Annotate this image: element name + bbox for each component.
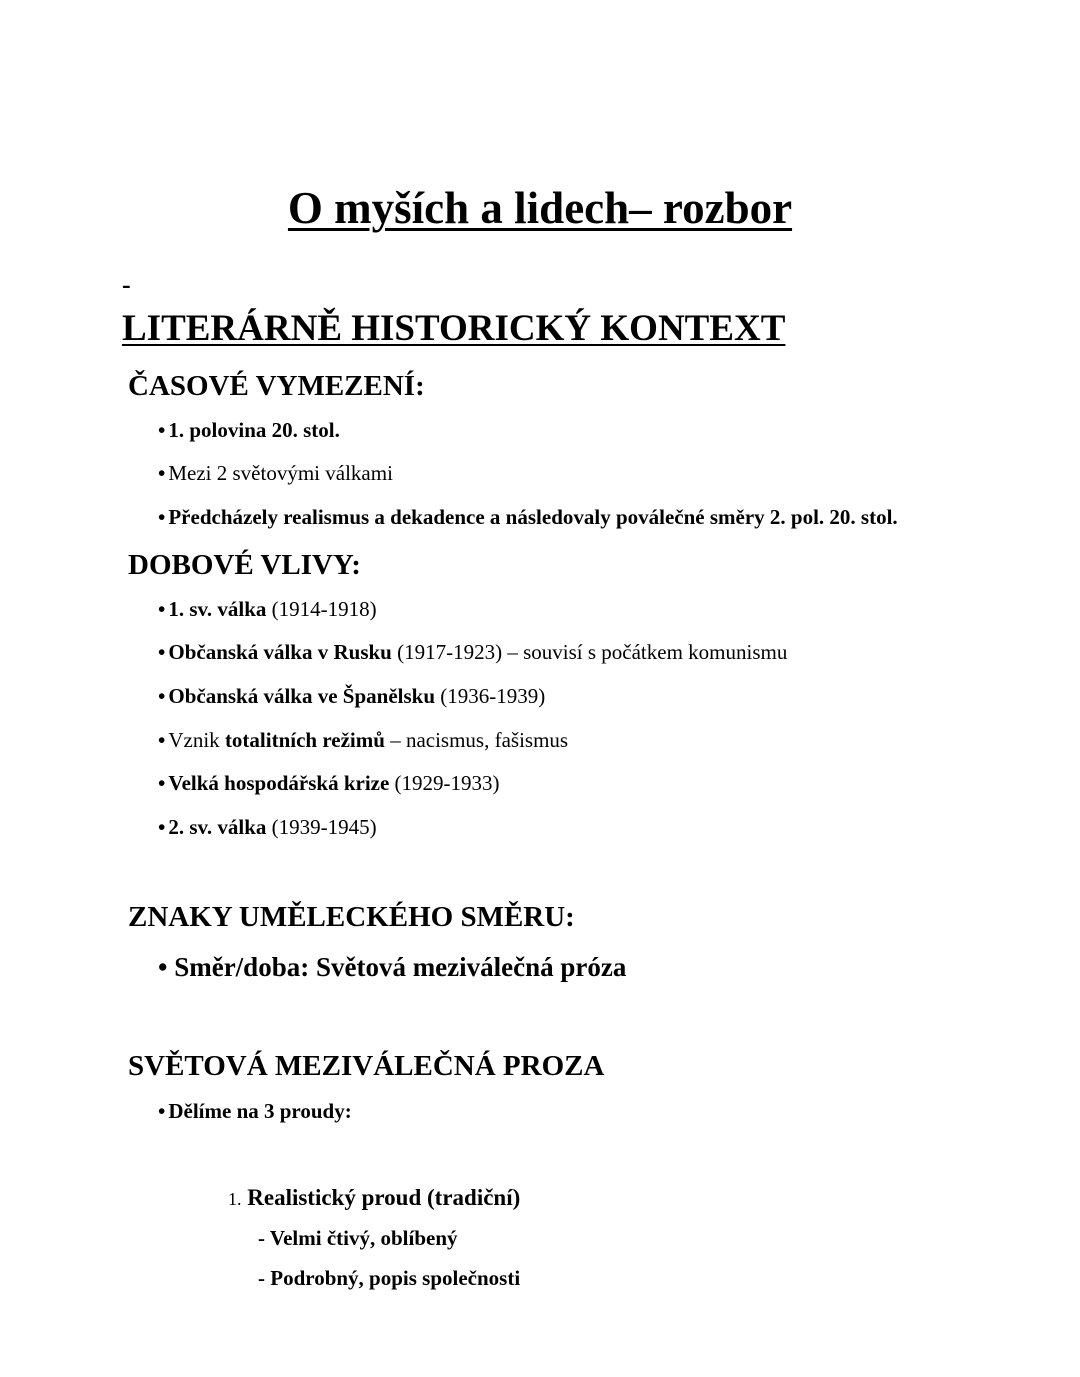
bullet-mark: • (158, 597, 166, 621)
item-bold-text: Směr/doba: Světová meziválečná próza (174, 952, 627, 982)
bullet-mark: • (158, 640, 166, 664)
heading-dobove-vlivy: DOBOVÉ VLIVY: (128, 549, 361, 581)
list-item (158, 813, 377, 841)
heading-svetova-prozа: SVĚTOVÁ MEZIVÁLEČNÁ PROZA (128, 1050, 605, 1082)
dash-mark: - (122, 270, 131, 299)
item-text: Vznik (168, 728, 225, 752)
bullet-mark: • (158, 815, 166, 839)
bullet-mark: • (158, 1099, 166, 1123)
item-bold-text: 1. polovina 20. stol. (168, 418, 340, 442)
sub-item: - Podrobný, popis společnosti (258, 1266, 521, 1290)
bullet-mark: • (158, 728, 166, 752)
item-bold-text: totalitních režimů (224, 728, 385, 752)
item-text: (1917-1923) – souvisí s počátkem komunismu (391, 640, 788, 664)
bullet-mark: • (158, 952, 168, 982)
item-bold-text: Občanská válka ve Španělsku (168, 684, 436, 708)
bullet-mark: • (158, 684, 166, 708)
list-item (158, 459, 393, 487)
list-item (158, 726, 568, 754)
heading-casove-vymezeni: ČASOVÉ VYMEZENÍ: (128, 370, 425, 402)
bullet-mark: • (158, 771, 166, 795)
item-text: (1939-1945) (266, 815, 377, 839)
item-bold-text: Dělíme na 3 proudy: (168, 1099, 352, 1123)
heading-znaky-smeru: ZNAKY UMĚLECKÉHO SMĚRU: (128, 901, 575, 933)
item-text: Mezi 2 světovými válkami (168, 461, 393, 485)
list-item (158, 638, 787, 666)
bullet-mark: • (158, 461, 166, 485)
list-item (158, 416, 340, 444)
item-text: (1914-1918) (266, 597, 377, 621)
list-item (158, 682, 545, 710)
item-bold-text: Velká hospodářská krize (168, 771, 390, 795)
item-text: – nacismus, fašismus (384, 728, 569, 752)
list-item (158, 1097, 352, 1125)
item-bold-text: 2. sv. válka (168, 815, 267, 839)
item-bold-text: Předcházely realismus a dekadence a následovaly poválečné směry 2. pol. 20. stol. (168, 505, 898, 529)
item-bold-text: 1. sv. válka (168, 597, 267, 621)
item-bold-text: Realistický proud (tradiční) (247, 1185, 521, 1210)
list-item (158, 769, 500, 797)
list-item (158, 595, 377, 623)
list-item (158, 950, 626, 984)
bullet-mark: • (158, 418, 166, 442)
numbered-item (228, 1183, 520, 1214)
item-bold-text: Občanská válka v Rusku (168, 640, 392, 664)
item-text: (1936-1939) (435, 684, 546, 708)
section-heading-literary-context: LITERÁRNĚ HISTORICKÝ KONTEXT (122, 308, 786, 349)
document-title: O myších a lidech– rozbor (287, 183, 793, 233)
item-number: 1. (228, 1189, 242, 1209)
list-item (158, 503, 898, 531)
item-text: (1929-1933) (389, 771, 500, 795)
sub-item: - Velmi čtivý, oblíbený (258, 1226, 458, 1250)
bullet-mark: • (158, 505, 166, 529)
